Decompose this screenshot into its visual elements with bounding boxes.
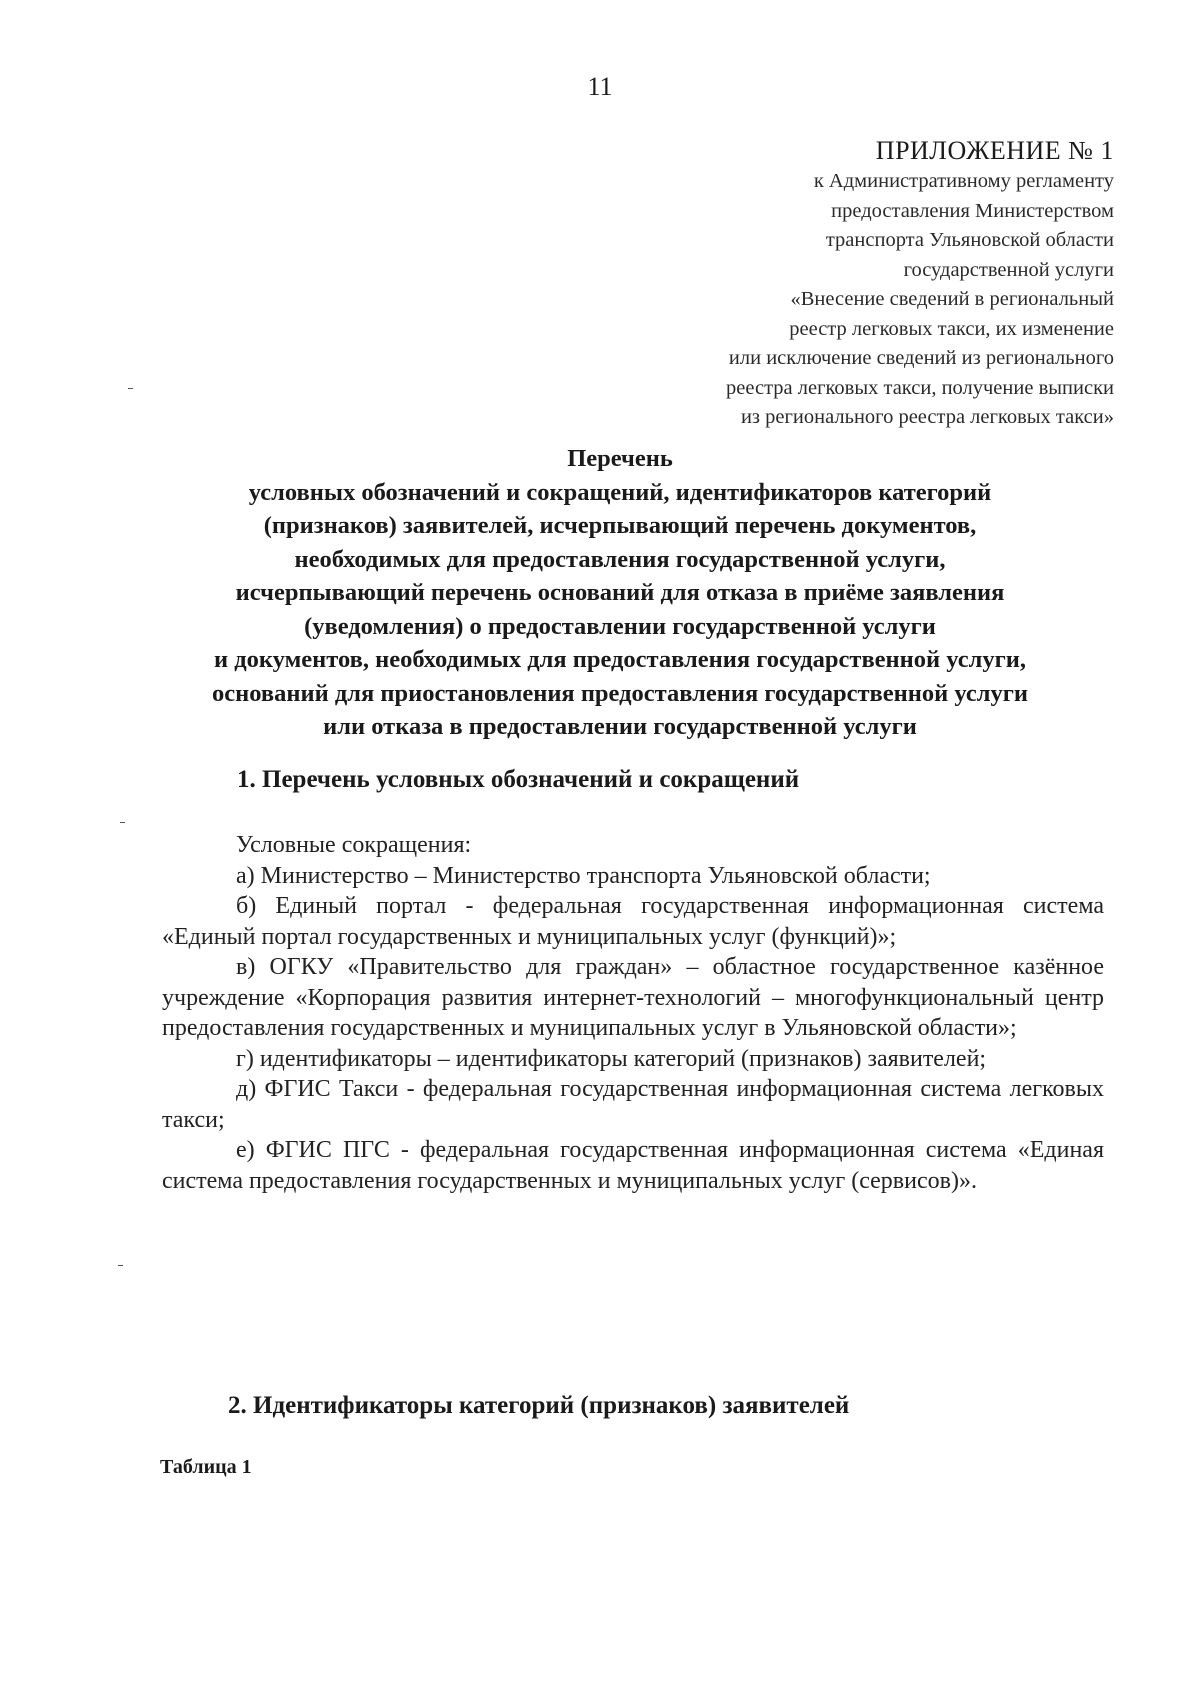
appendix-line: транспорта Ульяновской области bbox=[825, 229, 1114, 251]
title-line: (уведомления) о предоставлении государственной услуги bbox=[304, 612, 936, 640]
abbreviation-item-e: е) ФГИС ПГС - федеральная государственная информационная система «Единая система предоставления государственных и муниципальных услуг (сервисов)». bbox=[162, 1137, 1104, 1194]
appendix-line: к Административному регламенту bbox=[813, 170, 1114, 192]
appendix-title: ПРИЛОЖЕНИЕ № 1 bbox=[875, 136, 1114, 165]
title-line: исчерпывающий перечень оснований для отказа в приёме заявления bbox=[235, 579, 1005, 606]
section2-heading: 2. Идентификаторы категорий (признаков) заявителей bbox=[228, 1392, 850, 1419]
table-label: Таблица 1 bbox=[160, 1456, 252, 1478]
appendix-block bbox=[554, 135, 1114, 433]
margin-mark bbox=[118, 1265, 123, 1266]
abbreviation-item-b: б) Единый портал - федеральная государственная информационная система «Единый портал государственных и муниципальных услуг (функций)»; bbox=[162, 893, 1104, 950]
appendix-line: или исключение сведений из регионального bbox=[728, 347, 1114, 369]
title-line: Перечень bbox=[567, 445, 673, 472]
abbreviation-item-d: д) ФГИС Такси - федеральная государственная информационная система легковых такси; bbox=[162, 1076, 1104, 1133]
margin-mark bbox=[128, 388, 133, 389]
title-line: оснований для приостановления предоставления государственной услуги bbox=[212, 679, 1028, 707]
appendix-line: «Внесение сведений в региональный bbox=[790, 288, 1114, 310]
margin-mark bbox=[120, 822, 125, 823]
abbreviation-item-v: в) ОГКУ «Правительство для граждан» – областное государственное казённое учреждение «Корпорация развития интернет-технологий – многофункциональный центр предоставления государственных и муниципальных услуг в Ульяновской области»; bbox=[162, 954, 1104, 1041]
title-line: условных обозначений и сокращений, идентификаторов категорий bbox=[248, 478, 992, 506]
title-line: или отказа в предоставлении государственной услуги bbox=[323, 713, 917, 740]
appendix-line: предоставления Министерством bbox=[831, 199, 1114, 222]
section1-heading: 1. Перечень условных обозначений и сокращений bbox=[237, 766, 800, 793]
abbreviation-item-g: г) идентификаторы – идентификаторы категорий (признаков) заявителей; bbox=[236, 1045, 987, 1072]
appendix-line: реестра легковых такси, получение выписки bbox=[726, 376, 1114, 399]
abbreviations-list bbox=[162, 830, 1104, 1196]
page-number: 11 bbox=[587, 72, 613, 101]
title-line: и документов, необходимых для предоставления государственной услуги, bbox=[213, 646, 1027, 673]
document-title bbox=[140, 442, 1100, 744]
appendix-line: из регионального реестра легковых такси» bbox=[740, 406, 1114, 428]
abbreviations-intro: Условные сокращения: bbox=[236, 832, 472, 858]
title-line: (признаков) заявителей, исчерпывающий перечень документов, bbox=[263, 512, 977, 539]
abbreviation-item-a: а) Министерство – Министерство транспорта Ульяновской области; bbox=[236, 862, 931, 889]
title-line: необходимых для предоставления государственной услуги, bbox=[294, 545, 946, 573]
appendix-line: государственной услуги bbox=[903, 258, 1114, 281]
appendix-line: реестр легковых такси, их изменение bbox=[789, 317, 1114, 340]
